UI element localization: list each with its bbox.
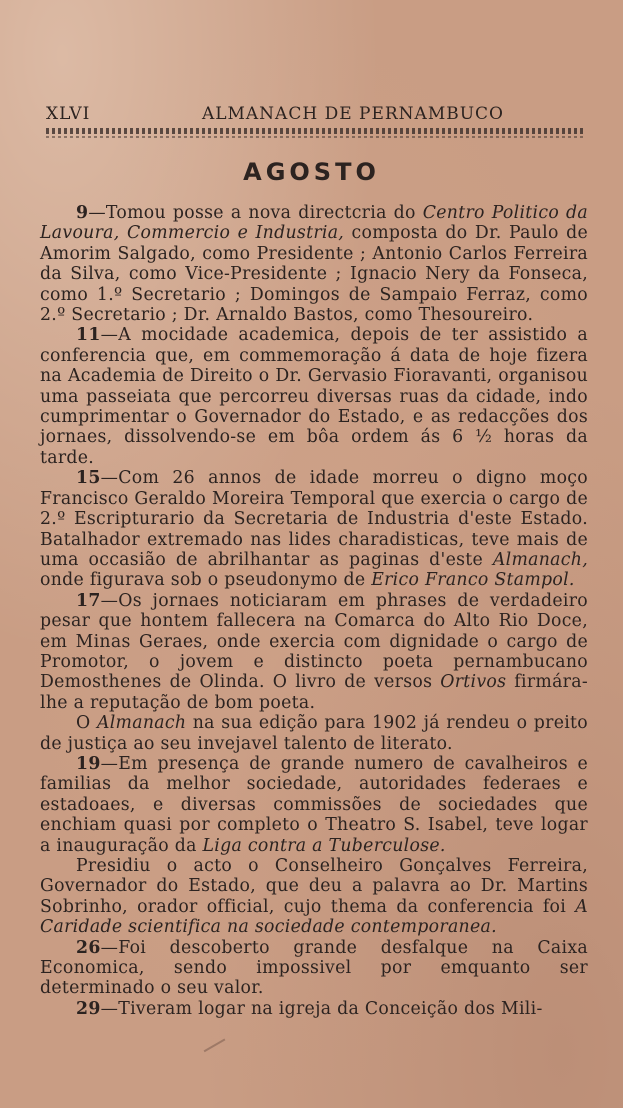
entry-day: 9: [76, 203, 89, 223]
entry-paragraph: 19—Em presença de grande numero de cavalheiros e familias da melhor sociedade, autoridades federaes e estadoaes, e diversas commissões de sociedades que enchiam quasi por completo o Theatro S. Isabel, teve logar a inauguração da Liga contra a Tuberculose.: [40, 753, 588, 856]
entry-paragraph: 9—Tomou posse a nova directcria do Centro Politico da Lavoura, Commercio e Industria, composta do Dr. Paulo de Amorim Salgado, como Presidente ; Antonio Carlos Ferreira da Silva, como Vice-Presidente ; Ignacio Nery da Fonseca, como 1.º Secretario ; Domingos de Sampaio Ferraz, como 2.º Secretario ; Dr. Arnaldo Bastos, como Thesoureiro.: [40, 203, 589, 326]
entry-continuation: Presidiu o acto o Conselheiro Gonçalves Ferreira, Governador do Estado, que deu a palavra ao Dr. Martins Sobrinho, orador official, cujo thema da conferencia foi A Caridade scientifica na sociedade contemporanea.: [40, 856, 588, 938]
lecture-title: A Caridade scientifica na sociedade contemporanea.: [40, 896, 588, 938]
entry-day: 19: [76, 753, 101, 774]
entry-paragraph: 15—Com 26 annos de idade morreu o digno moço Francisco Geraldo Moreira Temporal que exercia o cargo de 2.º Escripturario da Secretaria de Industria d'este Estado. Batalhador extremado nas lides charadisticas, teve mais de uma occasião de abrilhantar as paginas d'este Almanach, onde figurava sob o pseudonymo de Erico Franco Stampol.: [40, 468, 588, 591]
entry-paragraph: 29—Tiveram logar na igreja da Conceição dos Mili-: [76, 998, 543, 1019]
pseudonym: Erico Franco Stampol.: [371, 570, 575, 591]
entry-day: 26: [76, 937, 101, 958]
entry-paragraph: 26—Foi descoberto grande desfalque na Caixa Economica, sendo impossivel por emquanto ser determinado o seu valor.: [40, 937, 588, 999]
running-header: [46, 104, 566, 124]
institution-name: Centro Politico da Lavoura, Commercio e Industria,: [40, 203, 588, 244]
entry-paragraph: 17—Os jornaes noticiaram em phrases de verdadeiro pesar que hontem fallecera na Comarca do Alto Rio Doce, em Minas Geraes, onde exercia com dignidade o cargo de Promotor, o jovem e distincto poeta pernambucano Demosthenes de Olinda. O livro de versos Ortivos firmára-lhe a reputação de bom poeta.: [40, 590, 588, 713]
entry-day: 17: [76, 590, 101, 611]
league-name: Liga contra a Tuberculose.: [202, 835, 446, 856]
ornamental-rule: [46, 128, 586, 134]
entry-day: 11: [76, 325, 101, 346]
entry-continuation: O Almanach na sua edição para 1902 já rendeu o preito de justiça ao seu invejavel talento de literato.: [40, 713, 588, 754]
entry-day: 15: [76, 468, 101, 489]
running-title: ALMANACH DE PERNAMBUCO: [201, 104, 504, 124]
entry-paragraph: 11—A mocidade academica, depois de ter assistido a conferencia que, em commemoração á data de hoje fizera na Academia de Direito o Dr. Gervasio Fioravanti, organisou uma passeiata que percorreu diversas ruas da cidade, indo cumprimentar o Governador do Estado, e as redacções dos jornaes, dissolvendo-se em bôa ordem ás 6 ½ horas da tarde.: [40, 325, 588, 468]
chronicle-body: [40, 203, 588, 1019]
paper-blemish: [199, 1030, 226, 1052]
entry-day: 29: [76, 998, 101, 1019]
book-title: Ortivos: [440, 672, 507, 693]
month-heading: AGOSTO: [243, 158, 380, 186]
ornamental-rule-thin: [46, 136, 586, 138]
page-number: XLVI: [46, 104, 91, 124]
